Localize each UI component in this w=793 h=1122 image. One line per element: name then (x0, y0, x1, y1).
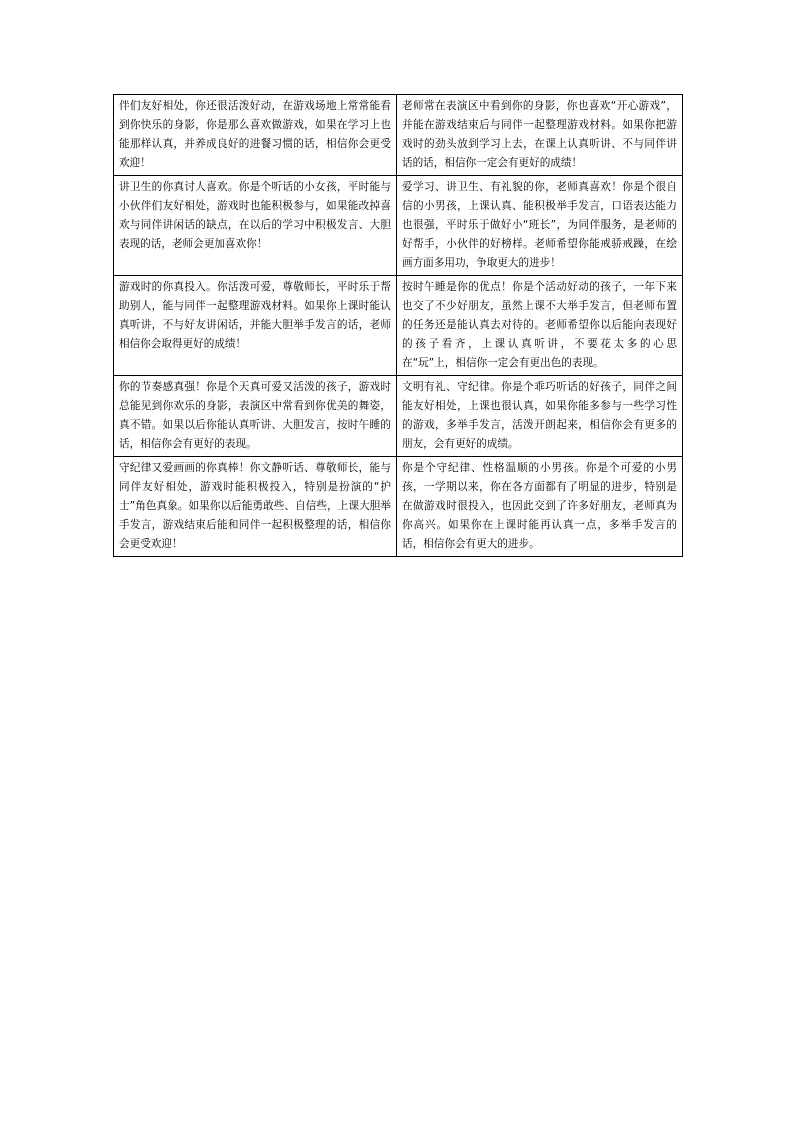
table-row (114, 176, 683, 276)
comment-cell-left: 讲卫生的你真讨人喜欢。你是个听话的小女孩，平时能与小伙伴们友好相处，游戏时也能积极参与，如果能改掉喜欢与同伴讲闲话的缺点，在以后的学习中积极发言、大胆表现的话，老师会更加喜欢你！ (114, 176, 397, 276)
table-row (114, 457, 683, 557)
table-row (114, 376, 683, 457)
comment-cell-right: 你是个守纪律、性格温顺的小男孩。你是个可爱的小男孩，一学期以来，你在各方面都有了明显的进步，特别是在做游戏时很投入，也因此交到了许多好朋友，老师真为你高兴。如果你在上课时能再认真一点，多举手发言的话，相信你会有更大的进步。 (397, 457, 683, 557)
comment-cell-left: 伴们友好相处，你还很活泼好动，在游戏场地上常常能看到你快乐的身影，你是那么喜欢做游戏，如果在学习上也能那样认真，并养成良好的进餐习惯的话，相信你会更受欢迎！ (114, 95, 397, 176)
comment-cell-left: 游戏时的你真投入。你活泼可爱，尊敬师长，平时乐于帮助别人，能与同伴一起整理游戏材料。如果你上课时能认真听讲，不与好友讲闲话，并能大胆举手发言的话，老师相信你会取得更好的成绩！ (114, 276, 397, 376)
comment-cell-right: 爱学习、讲卫生、有礼貌的你，老师真喜欢！你是个很自信的小男孩，上课认真、能积极举手发言，口语表达能力也很强，平时乐于做好小“班长”，为同伴服务，是老师的好帮手，小伙伴的好榜样。老师希望你能戒骄戒躁，在绘画方面多用功，争取更大的进步！ (397, 176, 683, 276)
comment-cell-left: 你的节奏感真强！你是个天真可爱又活泼的孩子，游戏时总能见到你欢乐的身影，表演区中常看到你优美的舞姿，真不错。如果以后你能认真听讲、大胆发言，按时午睡的话，相信你会有更好的表现。 (114, 376, 397, 457)
table-row (114, 276, 683, 376)
table-row (114, 95, 683, 176)
comment-cell-right: 按时午睡是你的优点！你是个活动好动的孩子，一年下来也交了不少好朋友，虽然上课不大举手发言，但老师布置的任务还是能认真去对待的。老师希望你以后能向表现好的孩子看齐，上课认真听讲，不要花太多的心思在“玩”上，相信你一定会有更出色的表现。 (397, 276, 683, 376)
comment-cell-left: 守纪律又爱画画的你真棒！你文静听话、尊敬师长，能与同伴友好相处，游戏时能积极投入，特别是扮演的“护士”角色真象。如果你以后能勇敢些、自信些，上课大胆举手发言，游戏结束后能和同伴一起积极整理的话，相信你会更受欢迎！ (114, 457, 397, 557)
comment-cell-right: 老师常在表演区中看到你的身影，你也喜欢“开心游戏”，并能在游戏结束后与同伴一起整理游戏材料。如果你把游戏时的劲头放到学习上去，在课上认真听讲、不与同伴讲话的话，相信你一定会有更好的成绩！ (397, 95, 683, 176)
comment-cell-right: 文明有礼、守纪律。你是个乖巧听话的好孩子，同伴之间能友好相处，上课也很认真，如果你能多参与一些学习性的游戏，多举手发言，活泼开朗起来，相信你会有更多的朋友，会有更好的成绩。 (397, 376, 683, 457)
comments-table (113, 94, 683, 557)
